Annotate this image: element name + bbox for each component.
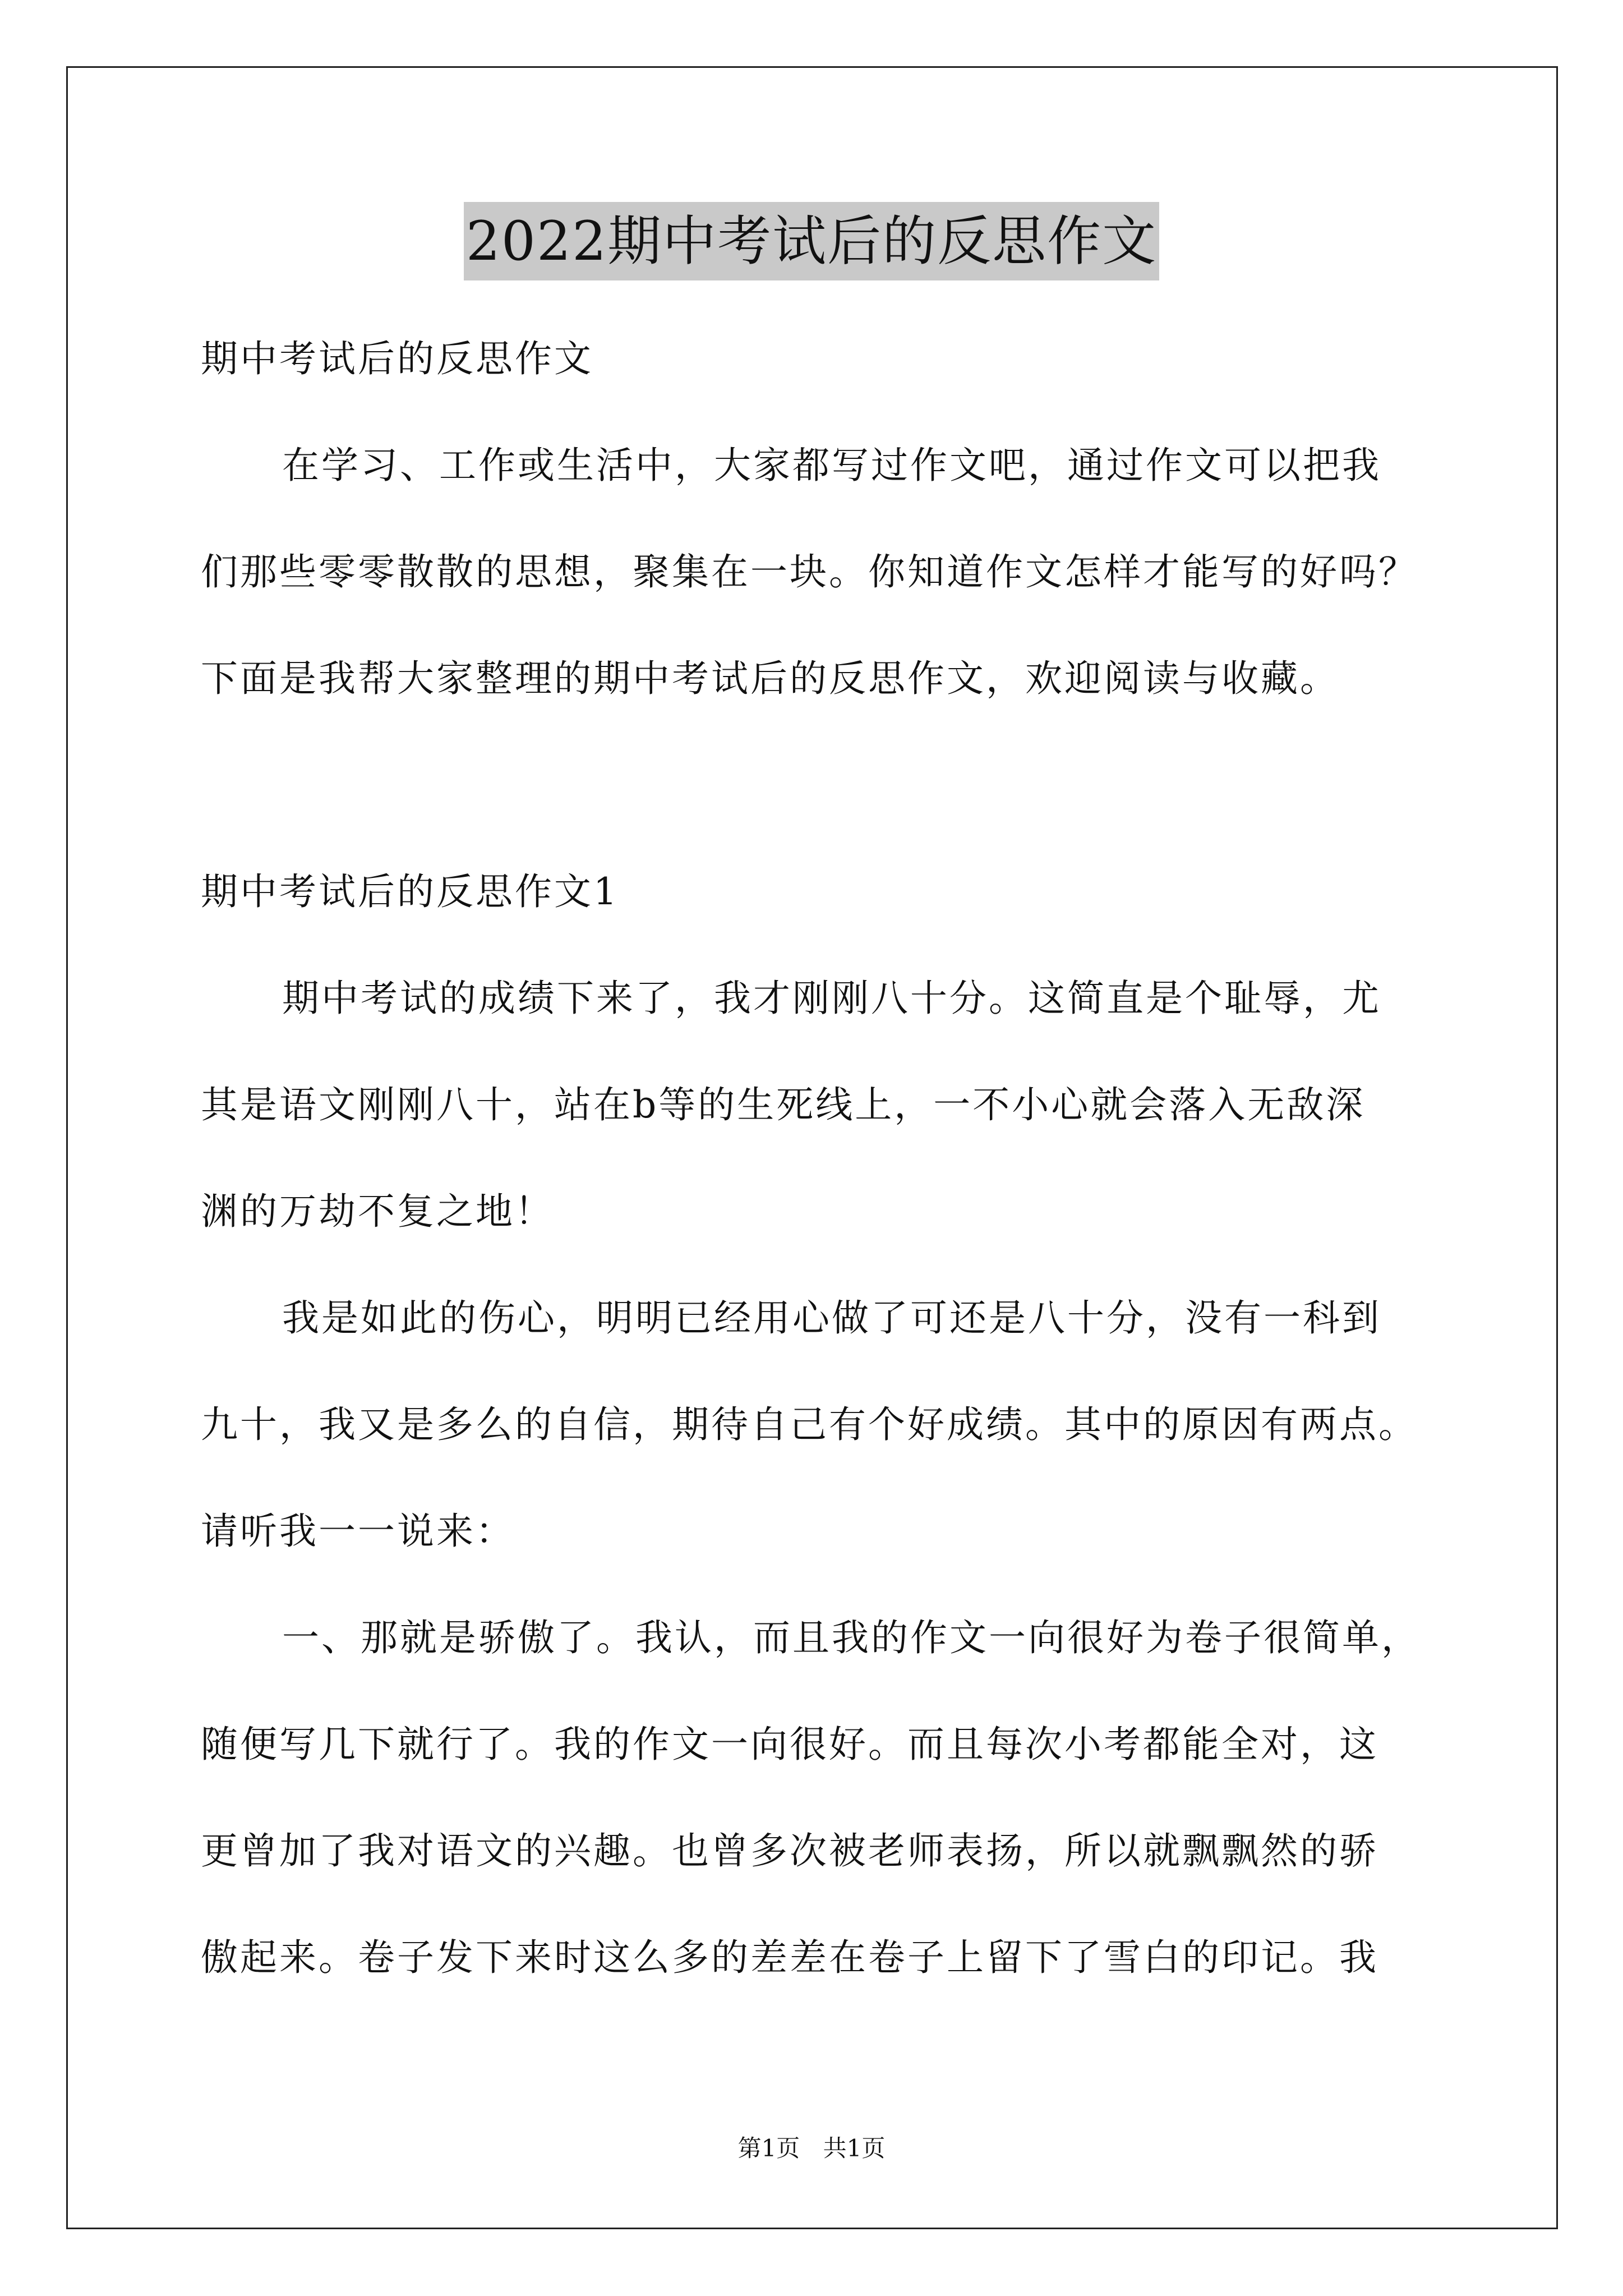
- body-line: 期中考试后的反思作文: [201, 337, 593, 380]
- body-line: 傲起来。卷子发下来时这么多的差差在卷子上留下了雪白的印记。我: [201, 1936, 1378, 1979]
- body-line: 请听我一一说来：: [201, 1510, 515, 1553]
- page-footer: [0, 2132, 1623, 2165]
- body-line: 一、那就是骄傲了。我认，而且我的作文一向很好为卷子很简单，: [282, 1616, 1421, 1659]
- body-line: 期中考试的成绩下来了，我才刚刚八十分。这简直是个耻辱，尤: [282, 977, 1381, 1020]
- body-line: 其是语文刚刚八十，站在b等的生死线上，一不小心就会落入无敌深: [201, 1083, 1366, 1126]
- body-line: 渊的万劫不复之地！: [201, 1190, 554, 1233]
- document-title: 2022期中考试后的反思作文: [464, 202, 1159, 280]
- title-container: [0, 202, 1623, 280]
- page-total: 共1页: [823, 2134, 886, 2162]
- page-number: 第1页: [737, 2134, 800, 2162]
- body-line: 在学习、工作或生活中，大家都写过作文吧，通过作文可以把我: [282, 444, 1381, 487]
- blank-line: [201, 732, 1446, 839]
- body-line: 们那些零零散散的思想，聚集在一块。你知道作文怎样才能写的好吗？: [201, 550, 1418, 593]
- document-body: [201, 306, 1446, 2011]
- section-heading: 期中考试后的反思作文1: [201, 870, 619, 913]
- body-line: 更曾加了我对语文的兴趣。也曾多次被老师表扬，所以就飘飘然的骄: [201, 1829, 1378, 1872]
- body-line: 下面是我帮大家整理的期中考试后的反思作文，欢迎阅读与收藏。: [201, 657, 1339, 700]
- body-line: 随便写几下就行了。我的作文一向很好。而且每次小考都能全对，这: [201, 1723, 1378, 1766]
- body-line: 我是如此的伤心，明明已经用心做了可还是八十分，没有一科到: [282, 1296, 1381, 1340]
- body-line: 九十，我又是多么的自信，期待自己有个好成绩。其中的原因有两点。: [201, 1403, 1418, 1446]
